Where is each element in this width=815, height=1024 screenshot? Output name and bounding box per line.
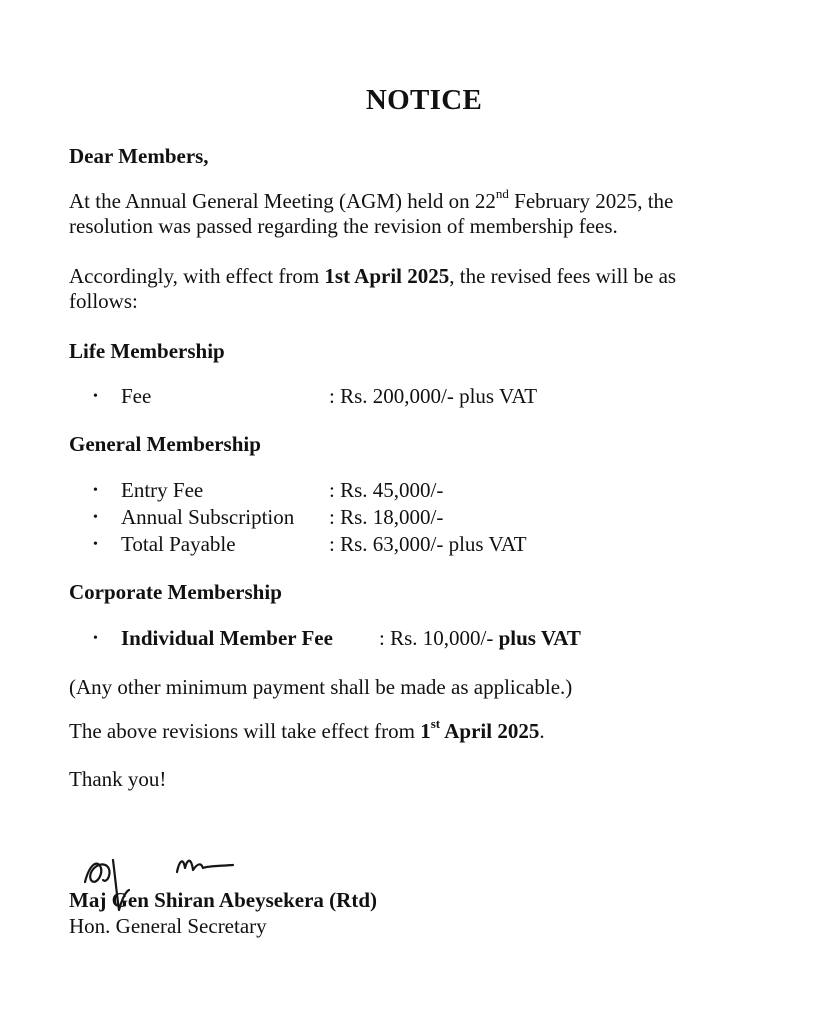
fee-value: : Rs. 10,000/- plus VAT bbox=[379, 626, 581, 650]
fee-value: : Rs. 63,000/- plus VAT bbox=[329, 532, 527, 556]
agm-paragraph-line1: At the Annual General Meeting (AGM) held on 22nd February 2025, the bbox=[69, 186, 674, 213]
life-membership-heading: Life Membership bbox=[69, 339, 225, 363]
bullet-icon: • bbox=[93, 389, 98, 404]
fee-value: : Rs. 45,000/- bbox=[329, 478, 444, 502]
agm-paragraph-line2: resolution was passed regarding the revision of membership fees. bbox=[69, 214, 618, 238]
fee-label: Entry Fee bbox=[121, 478, 204, 502]
general-membership-heading: General Membership bbox=[69, 432, 261, 456]
effect-paragraph-line2: follows: bbox=[69, 289, 138, 313]
fee-label: Annual Subscription bbox=[121, 505, 295, 529]
payment-note: (Any other minimum payment shall be made as applicable.) bbox=[69, 675, 573, 699]
fee-value: : Rs. 200,000/- plus VAT bbox=[329, 384, 538, 408]
closing-thanks: Thank you! bbox=[69, 767, 167, 791]
fee-label: Individual Member Fee bbox=[121, 626, 333, 650]
bullet-icon: • bbox=[93, 483, 98, 498]
fee-value: : Rs. 18,000/- bbox=[329, 505, 444, 529]
fee-label: Fee bbox=[121, 384, 152, 408]
notice-title: NOTICE bbox=[365, 84, 483, 116]
bullet-icon: • bbox=[93, 631, 98, 646]
bullet-icon: • bbox=[93, 510, 98, 525]
effect-paragraph-line1: Accordingly, with effect from 1st April 2025, the revised fees will be as bbox=[69, 264, 677, 288]
effective-date-line: The above revisions will take effect from 1st April 2025. bbox=[69, 716, 545, 743]
effect-paragraph bbox=[69, 264, 676, 314]
corporate-membership-heading: Corporate Membership bbox=[69, 580, 282, 604]
fee-label: Total Payable bbox=[121, 532, 236, 556]
agm-paragraph bbox=[69, 186, 674, 239]
bullet-icon: • bbox=[93, 537, 98, 552]
signatory-name: Maj Gen Shiran Abeysekera (Rtd) bbox=[69, 888, 377, 912]
salutation: Dear Members, bbox=[69, 144, 209, 168]
signatory-title: Hon. General Secretary bbox=[69, 914, 267, 938]
